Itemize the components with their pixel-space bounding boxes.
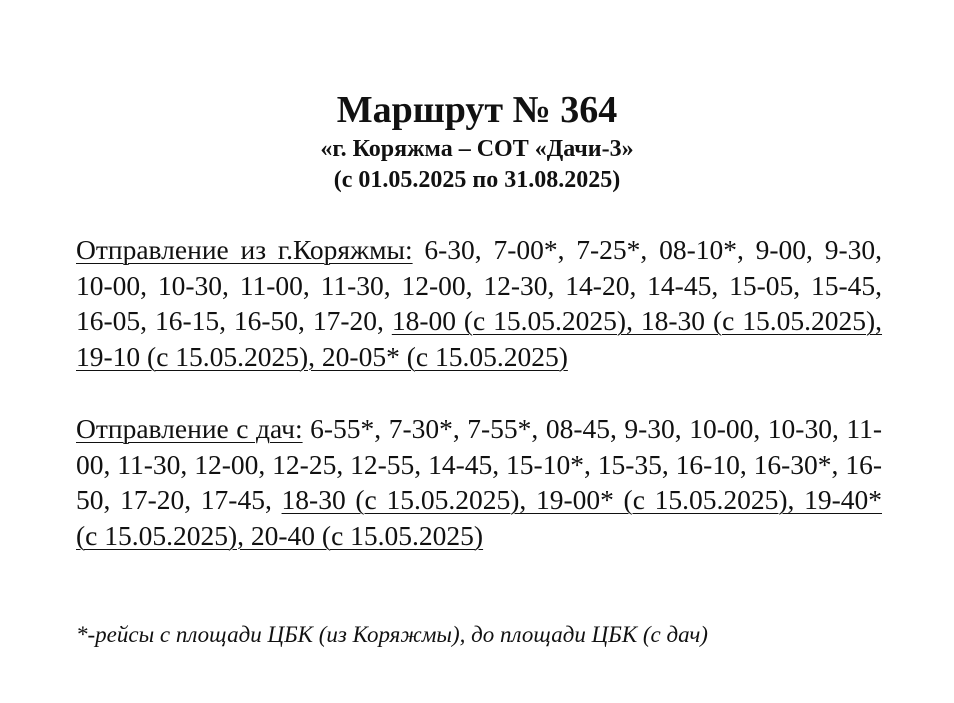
departure-from-city-regular-times: 6-30, 7-00*, 7-25*, 08-10*, 9-00, 9-30, 10-00, 10-30, 11-00, 11-30, 12-00, 12-30, 14-20, 14-45, 15-05, 15-45, 16-05, 16-15, 16-50, 17-20,	[76, 234, 883, 336]
departure-from-city-seasonal-times: 18-00 (с 15.05.2025), 18-30 (с 15.05.2025), 19-10 (с 15.05.2025), 20-05* (с 15.05.2025)	[76, 305, 883, 372]
departure-from-city-label: Отправление из г.Коряжмы:	[76, 234, 413, 265]
departure-from-city-section	[76, 232, 882, 374]
route-period: (с 01.05.2025 по 31.08.2025)	[333, 167, 621, 193]
schedule-footnote: *-рейсы с площади ЦБК (из Коряжмы), до площади ЦБК (с дач)	[76, 622, 708, 647]
departure-from-dachas-label: Отправление с дач:	[76, 413, 303, 444]
departure-from-dachas-section	[76, 411, 882, 553]
departure-from-dachas-regular-times: 6-55*, 7-30*, 7-55*, 08-45, 9-30, 10-00, 10-30, 11-00, 11-30, 12-00, 12-25, 12-55, 14-45, 15-10*, 15-35, 16-10, 16-30*, 16-50, 17-20, 17-45,	[76, 413, 882, 515]
route-subtitle: «г. Коряжма – СОТ «Дачи-3»	[320, 136, 634, 162]
route-title: Маршрут № 364	[336, 89, 618, 131]
departure-from-dachas-seasonal-times: 18-30 (с 15.05.2025), 19-00* (с 15.05.2025), 19-40* (с 15.05.2025), 20-40 (с 15.05.2025)	[76, 484, 882, 551]
